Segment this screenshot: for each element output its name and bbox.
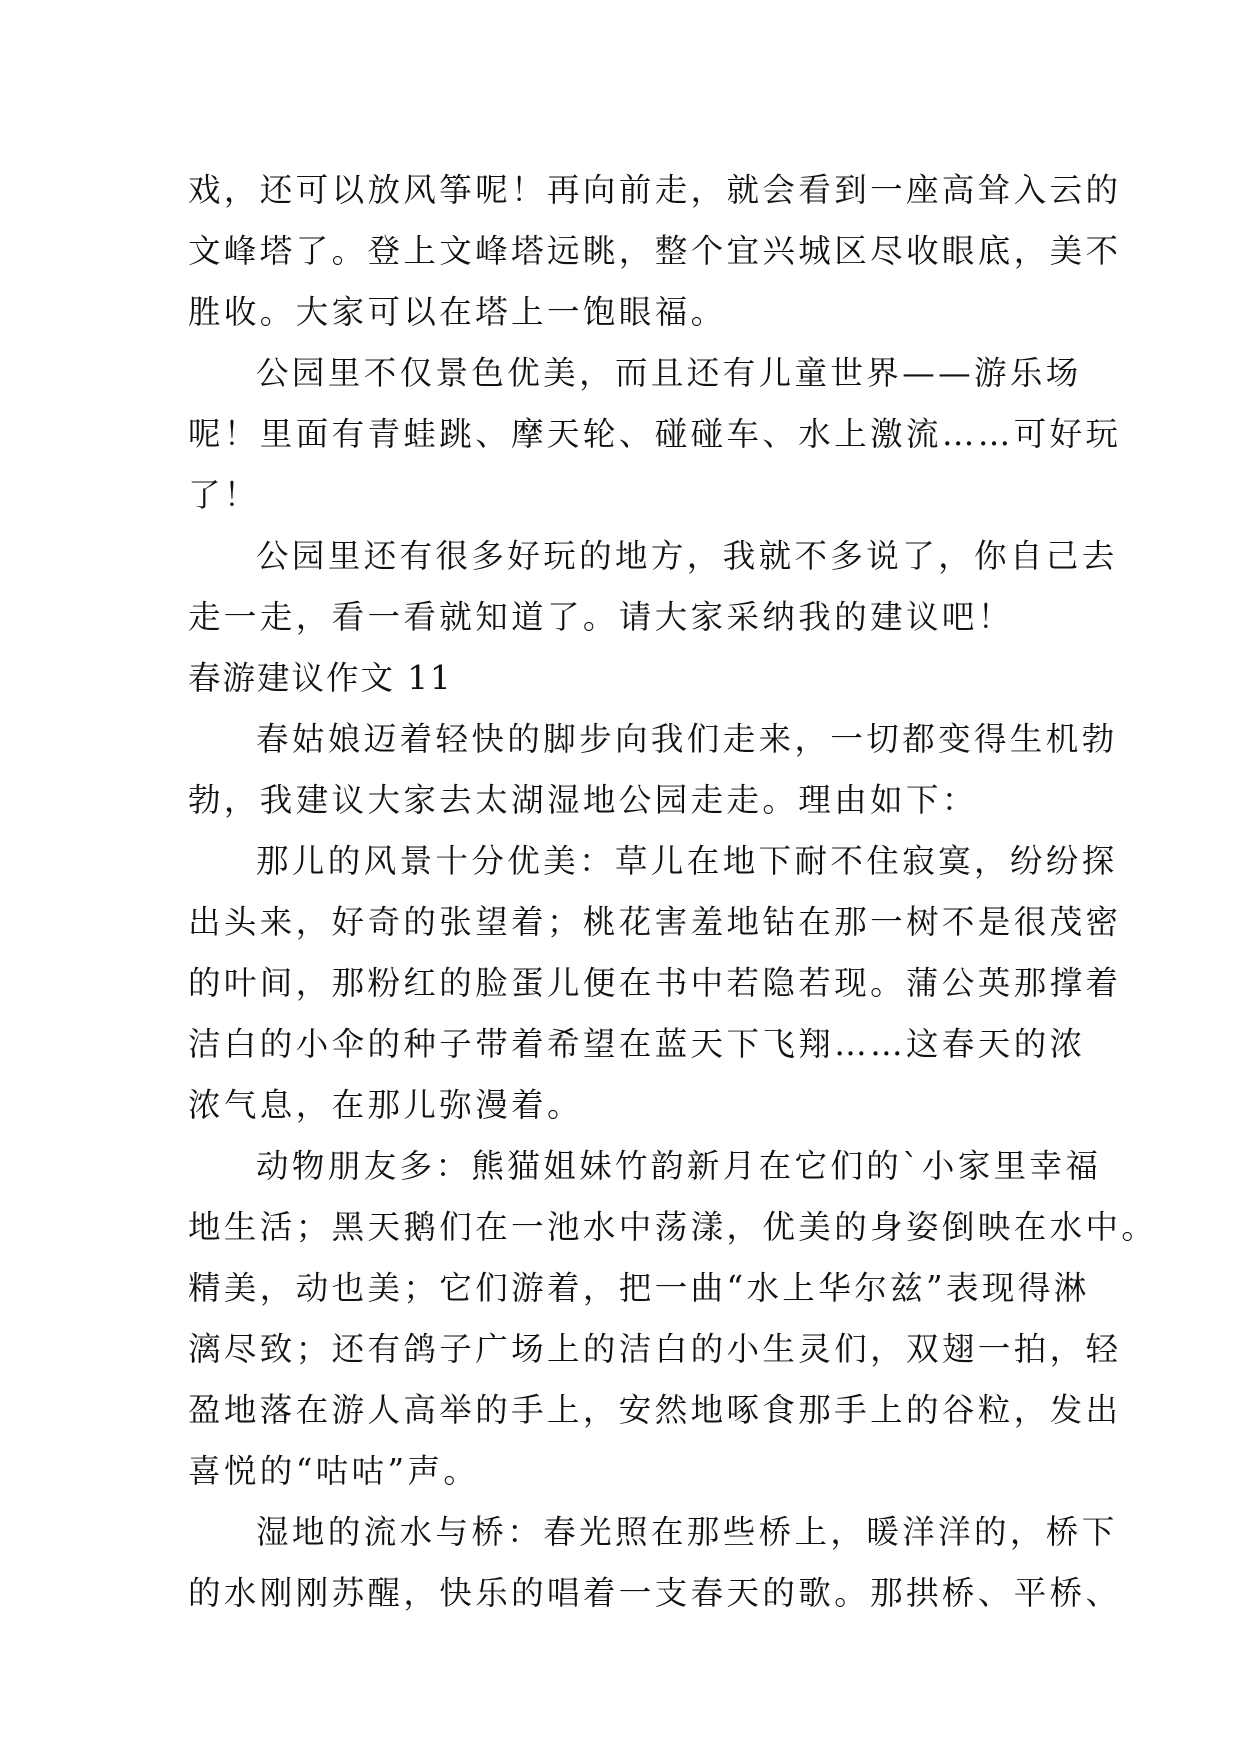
text-line: 出头来，好奇的张望着；桃花害羞地钻在那一树不是很茂密 xyxy=(188,903,1122,941)
paragraph-first-line: 动物朋友多：熊猫姐妹竹韵新月在它们的`小家里幸福 xyxy=(256,1147,1102,1185)
text-line: 精美，动也美；它们游着，把一曲“水上华尔兹”表现得淋 xyxy=(188,1269,1090,1307)
text-line: 洁白的小伞的种子带着希望在蓝天下飞翔……这春天的浓 xyxy=(188,1025,1086,1063)
text-line: 文峰塔了。登上文峰塔远眺，整个宜兴城区尽收眼底，美不 xyxy=(188,232,1122,270)
text-line: 喜悦的“咕咕”声。 xyxy=(188,1452,480,1490)
text-line: 了！ xyxy=(188,476,260,514)
text-line: 呢！里面有青蛙跳、摩天轮、碰碰车、水上激流……可好玩 xyxy=(188,415,1122,453)
paragraph-first-line: 春姑娘迈着轻快的脚步向我们走来，一切都变得生机勃 xyxy=(256,720,1118,758)
paragraph-first-line: 湿地的流水与桥：春光照在那些桥上，暖洋洋的，桥下 xyxy=(256,1513,1118,1551)
essay-text xyxy=(188,160,1158,1624)
paragraph-first-line: 那儿的风景十分优美：草儿在地下耐不住寂寞，纷纷探 xyxy=(256,842,1118,880)
text-line: 地生活；黑天鹅们在一池水中荡漾，优美的身姿倒映在水中。 xyxy=(188,1208,1158,1246)
text-line: 勃，我建议大家去太湖湿地公园走走。理由如下： xyxy=(188,781,978,819)
text-line: 走一走，看一看就知道了。请大家采纳我的建议吧！ xyxy=(188,598,1014,636)
paragraph-first-line: 公园里还有很多好玩的地方，我就不多说了，你自己去 xyxy=(256,537,1118,575)
text-line: 胜收。大家可以在塔上一饱眼福。 xyxy=(188,293,727,331)
text-line: 漓尽致；还有鸽子广场上的洁白的小生灵们，双翅一拍，轻 xyxy=(188,1330,1122,1368)
text-line: 的叶间，那粉红的脸蛋儿便在书中若隐若现。蒲公英那撑着 xyxy=(188,964,1122,1002)
paragraph-first-line: 公园里不仅景色优美，而且还有儿童世界——游乐场 xyxy=(256,354,1082,392)
text-line: 的水刚刚苏醒，快乐的唱着一支春天的歌。那拱桥、平桥、 xyxy=(188,1574,1122,1612)
text-line: 盈地落在游人高举的手上，安然地啄食那手上的谷粒，发出 xyxy=(188,1391,1122,1429)
text-line: 浓气息，在那儿弥漫着。 xyxy=(188,1086,583,1124)
text-line: 戏，还可以放风筝呢！再向前走，就会看到一座高耸入云的 xyxy=(188,171,1122,209)
essay-title: 春游建议作文 11 xyxy=(188,659,453,697)
